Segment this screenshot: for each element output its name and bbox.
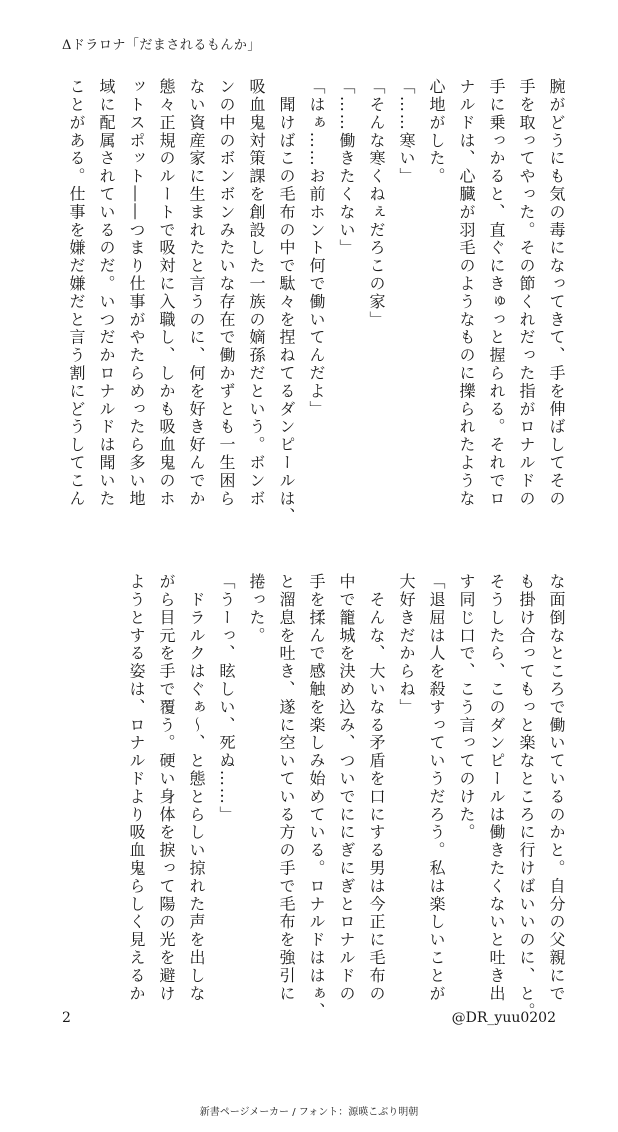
text-column: ようとする姿は、ロナルドより吸血鬼らしく見えるか xyxy=(127,573,146,1003)
text-column: 捲った。 xyxy=(247,573,266,645)
text-column: ットスポット――つまり仕事がやたらめったら多い地 xyxy=(127,78,146,508)
text-column: 「……働きたくない」 xyxy=(337,78,356,257)
text-column: も掛け合ってもっと楽なところに行けばいいのに、と。 xyxy=(517,573,536,1021)
text-column: そうしたら、このダンピールは働きたくないと吐き出 xyxy=(487,573,506,1003)
text-column: 域に配属されているのだ。いつだかロナルドは聞いた xyxy=(97,78,116,508)
text-column: がら目元を手で覆う。硬い身体を捩って陽の光を避け xyxy=(157,573,176,1003)
text-column: 大好きだからね」 xyxy=(397,573,416,717)
text-column: と溜息を吐き、遂に空いている方の手で毛布を強引に xyxy=(277,573,296,1003)
text-column: 態々正規のルートで吸対に入職し、しかも吸血鬼のホ xyxy=(157,78,176,508)
text-column: 「うーっ、眩しい、死ぬ……」 xyxy=(217,573,236,824)
text-column: 中で籠城を決め込み、ついでににぎにぎとロナルドの xyxy=(337,573,356,1003)
text-column: ドラルクはぐぁ～、と態とらしい掠れた声を出しな xyxy=(187,573,206,1003)
text-column: そんな、大いなる矛盾を口にする男は今正に毛布の xyxy=(367,573,386,1003)
text-column: な面倒なところで働いているのかと。自分の父親にで xyxy=(547,573,566,1003)
text-column: 心地がした。 xyxy=(427,78,446,186)
text-column: 手に乗っかると、直ぐにきゅっと握られる。それでロ xyxy=(487,78,506,508)
upper-text-block xyxy=(61,78,571,526)
page-number: 2 xyxy=(62,1010,71,1026)
text-column: ンの中のボンボンみたいな存在で働かずとも一生困ら xyxy=(217,78,236,508)
lower-text-block xyxy=(121,573,571,1021)
author-handle: @DR_yuu0202 xyxy=(451,1010,556,1026)
text-column: 「退屈は人を殺すっていうだろう。私は楽しいことが xyxy=(427,573,446,1003)
text-column: す同じ口で、こう言ってのけた。 xyxy=(457,573,476,842)
page-title: Δドラロナ「だまされるもんか」 xyxy=(62,38,261,53)
text-column: 手を揉んで感触を楽しみ始めている。ロナルドははぁ、 xyxy=(307,573,326,1021)
text-column: 吸血鬼対策課を創設した一族の嫡孫だという。ボンボ xyxy=(247,78,266,508)
text-column: 「そんな寒くねぇだろこの家」 xyxy=(367,78,386,329)
text-column: 聞けばこの毛布の中で駄々を捏ねてるダンピールは、 xyxy=(277,78,296,526)
text-column: 「はぁ……お前ホント何で働いてんだよ」 xyxy=(307,78,326,419)
text-column: ない資産家に生まれたと言うのに、何を好き好んでか xyxy=(187,78,206,508)
text-column: 「……寒い」 xyxy=(397,78,416,186)
footer-credit: 新書ページメーカー / フォント：源暎こぶり明朝 xyxy=(199,1107,419,1118)
text-column: ことがある。仕事を嫌だ嫌だと言う割にどうしてこん xyxy=(67,78,86,508)
text-column: 手を取ってやった。その節くれだった指がロナルドの xyxy=(517,78,536,508)
text-column: ナルドは、心臓が羽毛のようなものに擽られたような xyxy=(457,78,476,508)
text-column: 腕がどうにも気の毒になってきて、手を伸ばしてその xyxy=(547,78,566,508)
